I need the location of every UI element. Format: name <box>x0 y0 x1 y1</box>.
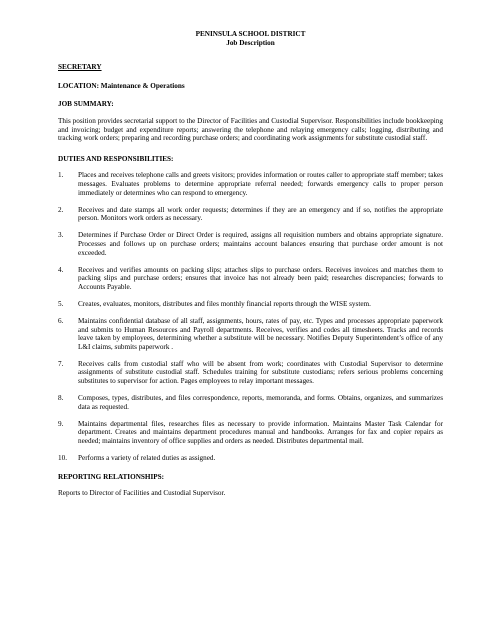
duty-item <box>58 300 443 309</box>
duty-text: Determines if Purchase Order or Direct Order is required, assigns all requisition numbers and obtains appropriate signature. Processes and follows up on purchase orders; maintains account balances ensuring that purchase order amount is not exceeded. <box>78 231 443 257</box>
document-type: Job Description <box>226 38 275 47</box>
duties-list <box>58 171 443 462</box>
duty-text: Performs a variety of related duties as assigned. <box>78 454 216 463</box>
duty-item <box>58 360 443 386</box>
duty-number: 7. <box>58 359 64 368</box>
duty-text: Places and receives telephone calls and greets visitors; provides information or routes caller to appropriate staff member; takes messages. Evaluates problems to determine appropriate referral needed; forwards emergency calls to proper person immediately or determines who can respond to emergency. <box>78 171 443 197</box>
duty-number: 1. <box>58 171 64 180</box>
duties-heading: DUTIES AND RESPONSIBILITIES: <box>58 154 174 163</box>
duty-text: Receives calls from custodial staff who will be absent from work; coordinates with Custodial Supervisor to determine assignments of substitute custodial staff. Schedules training for substitute custodians; refers serious problems concerning substitutes to supervisor for action. Pages employees to relay important messages. <box>78 359 443 386</box>
duty-text: Receives and date stamps all work order requests; determines if they are an emergency and if so, notifies the appropriate person. Monitors work orders as necessary. <box>78 205 443 223</box>
duty-text: Maintains departmental files, researches files as necessary to provide information. Maintains Master Task Calendar for department. Creates and maintains department procedures manual and handbooks. Arranges for fax and copier repairs as needed; maintains inventory of office supplies and orders as needed. Distributes departmental mail. <box>78 419 443 445</box>
duty-item <box>58 206 443 223</box>
duty-number: 3. <box>58 231 64 240</box>
duty-number: 9. <box>58 419 64 428</box>
job-summary-heading: JOB SUMMARY: <box>58 100 114 109</box>
duty-text: Creates, evaluates, monitors, distributes and files monthly financial reports through the WISE system. <box>78 299 371 308</box>
document-organization: PENINSULA SCHOOL DISTRICT <box>195 30 306 38</box>
duty-number: 5. <box>58 299 64 308</box>
duty-item <box>58 317 443 351</box>
duty-item <box>58 266 443 292</box>
duty-number: 8. <box>58 394 64 403</box>
duty-number: 2. <box>58 205 64 214</box>
duty-text: Maintains confidential database of all staff, assignments, hours, rates of pay, etc. Types and processes appropriate paperwork and submits to Human Resources and Payroll departments. Receives, verifies and codes all timesheets. Tracks and records leave taken by employees, determining whether a substitute will be necessary. Notifies Deputy Superintendent’s office of any L&I claims, submits paperwork . <box>78 316 443 351</box>
location-line: LOCATION: Maintenance & Operations <box>58 81 185 90</box>
duty-number: 4. <box>58 265 64 274</box>
job-summary-text: This position provides secretarial support to the Director of Facilities and Custodial Supervisor. Responsibilities include bookkeeping and invoicing; budget and expenditure reports; answering the telephone and relaying emergency calls; logging, distributing and tracking work orders; preparing and recording purchase orders; and coordinating work assignments for substitute custodial staff. <box>58 116 443 143</box>
position-title: SECRETARY <box>58 63 102 72</box>
duty-item <box>58 420 443 446</box>
duty-item <box>58 171 443 197</box>
duty-number: 10. <box>58 454 67 463</box>
duty-item <box>58 231 443 257</box>
duty-text: Composes, types, distributes, and files correspondence, reports, memoranda, and forms. Obtains, organizes, and summarizes data as requested. <box>78 394 443 411</box>
reporting-text: Reports to Director of Facilities and Custodial Supervisor. <box>58 489 226 498</box>
duty-number: 6. <box>58 316 64 325</box>
duty-text: Receives and verifies amounts on packing slips; attaches slips to purchase orders. Receives invoices and matches them to packing slips and purchase orders; ensures that invoice has not already been paid; researches discrepancies; forwards to Accounts Payable. <box>78 265 443 291</box>
duty-item <box>58 394 443 411</box>
reporting-heading: REPORTING RELATIONSHIPS: <box>58 472 165 481</box>
document-page <box>58 30 443 510</box>
duty-item <box>58 454 443 463</box>
